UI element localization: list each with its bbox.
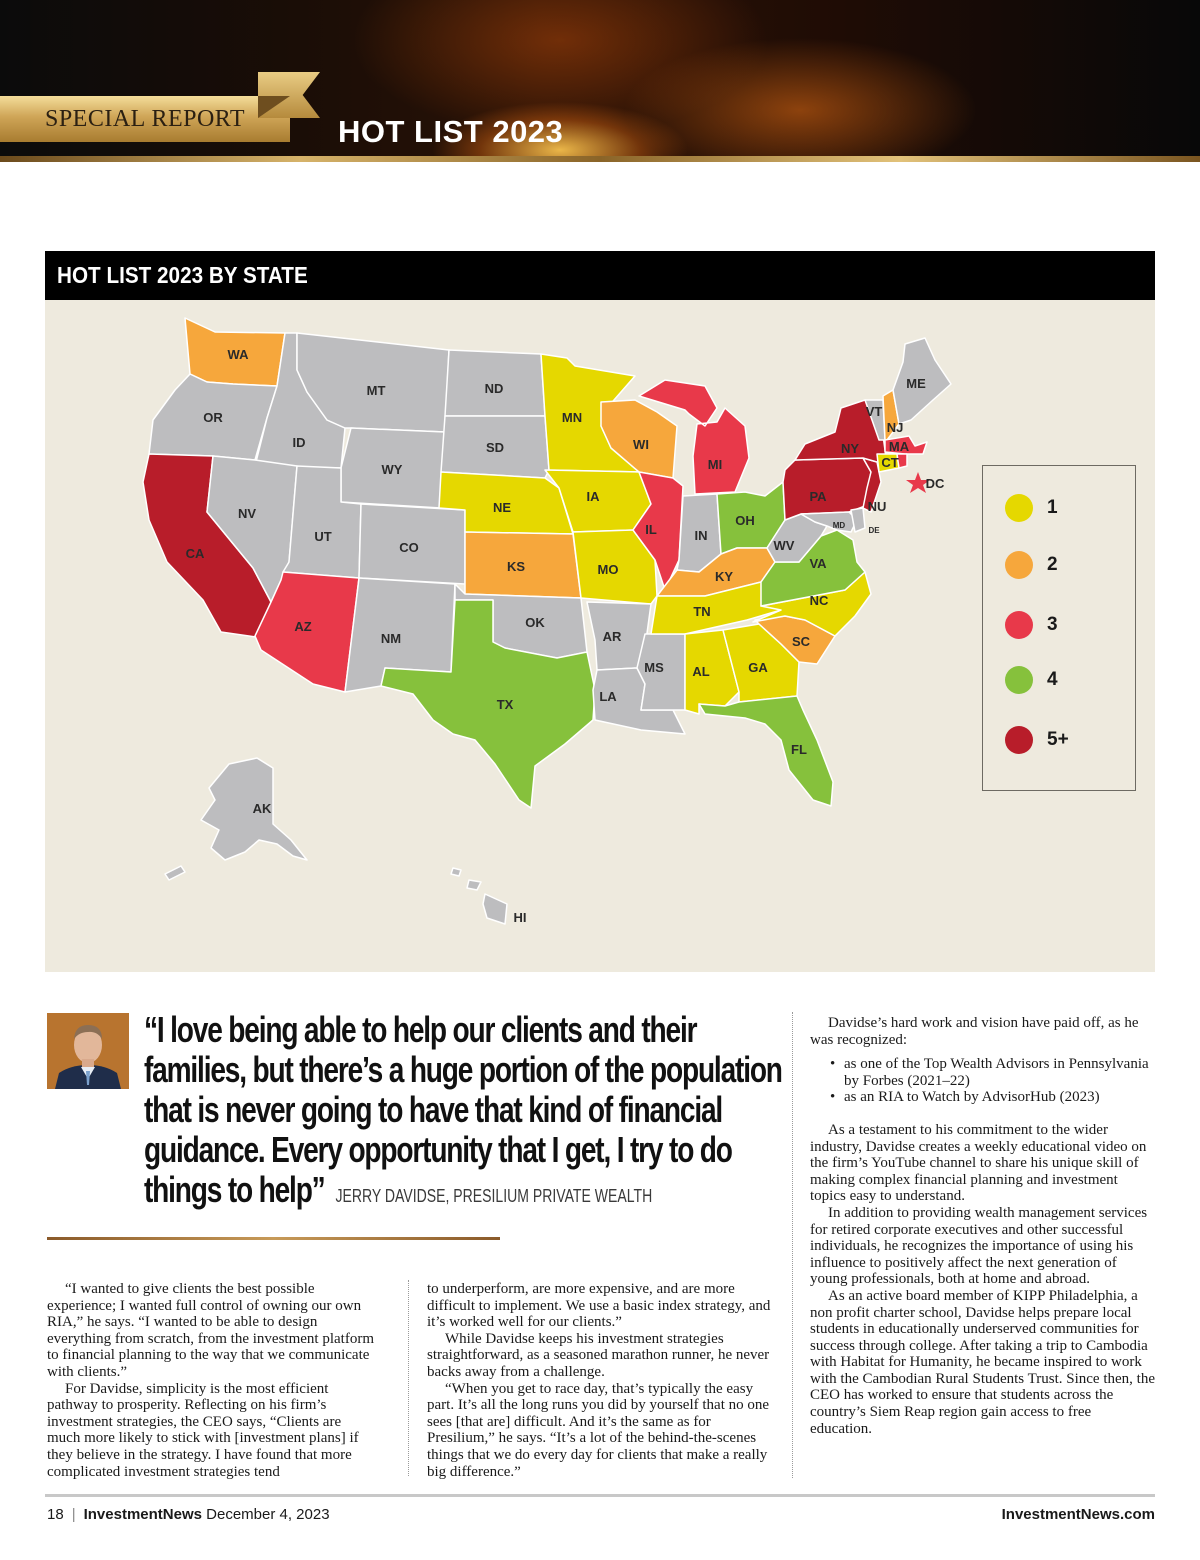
label-ar: AR [602,629,622,644]
website-link[interactable]: InvestmentNews.com [1001,1506,1155,1523]
legend-item-4 [1005,664,1115,694]
footer-separator: | [71,1506,76,1523]
paragraph: “I wanted to give clients the best possible experience; I wanted full control of owning our own RIA,” he says. “I wanted to be able to design everything from scratch, from the investment platform to financial planning to the way that we communicate with clients.” [47,1281,374,1380]
label-in: IN [694,528,708,543]
label-mi: MI [707,457,723,472]
label-wy: WY [381,462,403,477]
portrait-image [47,1013,129,1089]
legend-swatch-2 [1005,551,1033,579]
label-nc: NC [809,593,829,608]
paragraph: While Davidse keeps his investment strategies straightforward, as a seasoned marathon runner, he never backs away from a challenge. [427,1330,770,1380]
legend-swatch-1 [1005,494,1033,522]
label-ca: CA [185,546,205,561]
footer-folio [47,1506,330,1523]
legend-item-1 [1005,492,1115,522]
legend-item-5plus [1005,724,1115,754]
label-sc: SC [791,634,811,649]
label-oh: OH [735,513,755,528]
label-de: DE [868,526,880,535]
legend-item-3 [1005,609,1115,639]
legend-item-2 [1005,549,1115,579]
label-ne: NE [492,500,512,515]
label-ak: AK [252,801,272,816]
footer-rule [45,1494,1155,1497]
page-number: 18 [47,1506,64,1523]
section-title: HOT LIST 2023 [338,114,564,149]
report-banner [0,0,1200,162]
label-ny: NY [840,441,860,456]
label-sd: SD [485,440,505,455]
author-photo [47,1013,129,1089]
legend-label-4: 4 [1047,669,1058,690]
label-nm: NM [380,631,402,646]
label-wv: WV [773,538,795,553]
label-mn: MN [561,410,583,425]
paragraph: to underperform, are more expensive, and are more difficult to implement. We use a basic index strategy, and it’s worked well for our clients.” [427,1281,771,1331]
legend-swatch-5plus [1005,726,1033,754]
legend-label-1: 1 [1047,497,1058,518]
label-az: AZ [294,619,312,634]
body-column-2 [427,1281,777,1480]
label-tn: TN [693,604,711,619]
column-divider [408,1280,409,1476]
pull-quote [144,1010,791,1216]
body-column-3 [810,1015,1155,1437]
label-me: ME [906,376,926,391]
label-il: IL [645,522,657,537]
label-id: ID [292,435,306,450]
gold-divider [0,156,1200,162]
us-state-map [45,300,1155,972]
recognition-list [830,1056,1155,1106]
body-column-1 [47,1281,377,1480]
map-legend [982,465,1136,791]
list-item: • as an RIA to Watch by AdvisorHub (2023) [830,1089,1155,1106]
paragraph: As a testament to his commitment to the wider industry, Davidse creates a weekly educational video on the firm’s YouTube channel to share his unique skill of making complex financial planning and investment topics easy to understand. [810,1121,1147,1205]
state-fl [699,696,833,806]
paragraph: As an active board member of KIPP Philadelphia, a non profit charter school, Davidse helps prepare local students in educationally underserved communities for success through college. After taking a trip to Cambodia with Habitat for Humanity, he became inspired to work with the Cambodian Rural Students Trust. Since then, the CEO has worked to ensure that students across the country’s Siem Reap region gain access to free education. [810,1287,1155,1437]
label-ct: CT [881,455,899,470]
label-nj-top: NJ [886,420,904,435]
state-hi [451,868,507,924]
label-pa: PA [809,489,827,504]
label-fl: FL [791,742,807,757]
label-md: MD [832,521,846,530]
legend-swatch-4 [1005,666,1033,694]
label-nu: NU [867,499,887,514]
legend-label-5plus: 5+ [1047,729,1069,750]
quote-divider [47,1237,500,1240]
label-nd: ND [484,381,504,396]
label-dc: DC [925,476,945,491]
label-wa: WA [227,347,249,362]
label-ms: MS [644,660,664,675]
map-title: HOT LIST 2023 BY STATE [57,262,308,288]
paragraph: Davidse’s hard work and vision have paid off, as he was recognized: [810,1015,1139,1048]
label-la: LA [599,689,617,704]
label-nv: NV [237,506,257,521]
paragraph: “When you get to race day, that’s typically the easy part. It’s all the long runs you did by yourself that no one sees [that are] difficult. And it’s the same as for Presilium,” he says. “It’s a lot of the behind-the-scenes things that we do every day for clients that make a really big difference.” [427,1380,770,1480]
label-mo: MO [597,562,619,577]
pull-quote-text: “I love being able to help our clients and their families, but there’s a huge portion of the population that is never going to have that kind of financial guidance. Every opportunity that I get, I try to do things to help” [144,1009,782,1210]
label-co: CO [399,540,419,555]
label-ia: IA [586,489,600,504]
map-header [45,251,1155,300]
label-ma: MA [888,439,910,454]
label-tx: TX [496,697,514,712]
legend-label-3: 3 [1047,614,1058,635]
label-hi: HI [513,910,527,925]
label-ky: KY [714,569,734,584]
label-wi: WI [633,437,649,452]
quote-attribution: JERRY DAVIDSE, PRESILIUM PRIVATE WEALTH [335,1186,653,1206]
issue-date: December 4, 2023 [206,1506,330,1523]
list-item: • as one of the Top Wealth Advisors in Pennsylvania by Forbes (2021–22) [830,1056,1155,1089]
legend-swatch-3 [1005,611,1033,639]
column-divider [792,1012,793,1478]
publication-name: InvestmentNews [83,1506,202,1523]
label-ut: UT [314,529,332,544]
label-ga: GA [748,660,768,675]
label-va: VA [809,556,827,571]
label-mt: MT [366,383,386,398]
state-ak-islands [165,866,185,880]
paragraph: In addition to providing wealth management services for retired corporate executives and other successful individuals, he recognizes the importance of using his influence to positively affect the next generation of young professionals, both at home and abroad. [810,1204,1148,1288]
label-vt: VT [865,404,883,419]
label-ok: OK [525,615,545,630]
special-report-label: SPECIAL REPORT [44,106,246,132]
label-al: AL [692,664,710,679]
label-or: OR [203,410,223,425]
legend-label-2: 2 [1047,554,1058,575]
paragraph: For Davidse, simplicity is the most efficient pathway to prosperity. Reflecting on his firm’s investment strategies, the CEO says, “Clients are much more likely to stick with [investment plans] if they believe in the strategy. I have found that more complicated investment strategies tend [47,1380,359,1480]
label-ks: KS [506,559,526,574]
